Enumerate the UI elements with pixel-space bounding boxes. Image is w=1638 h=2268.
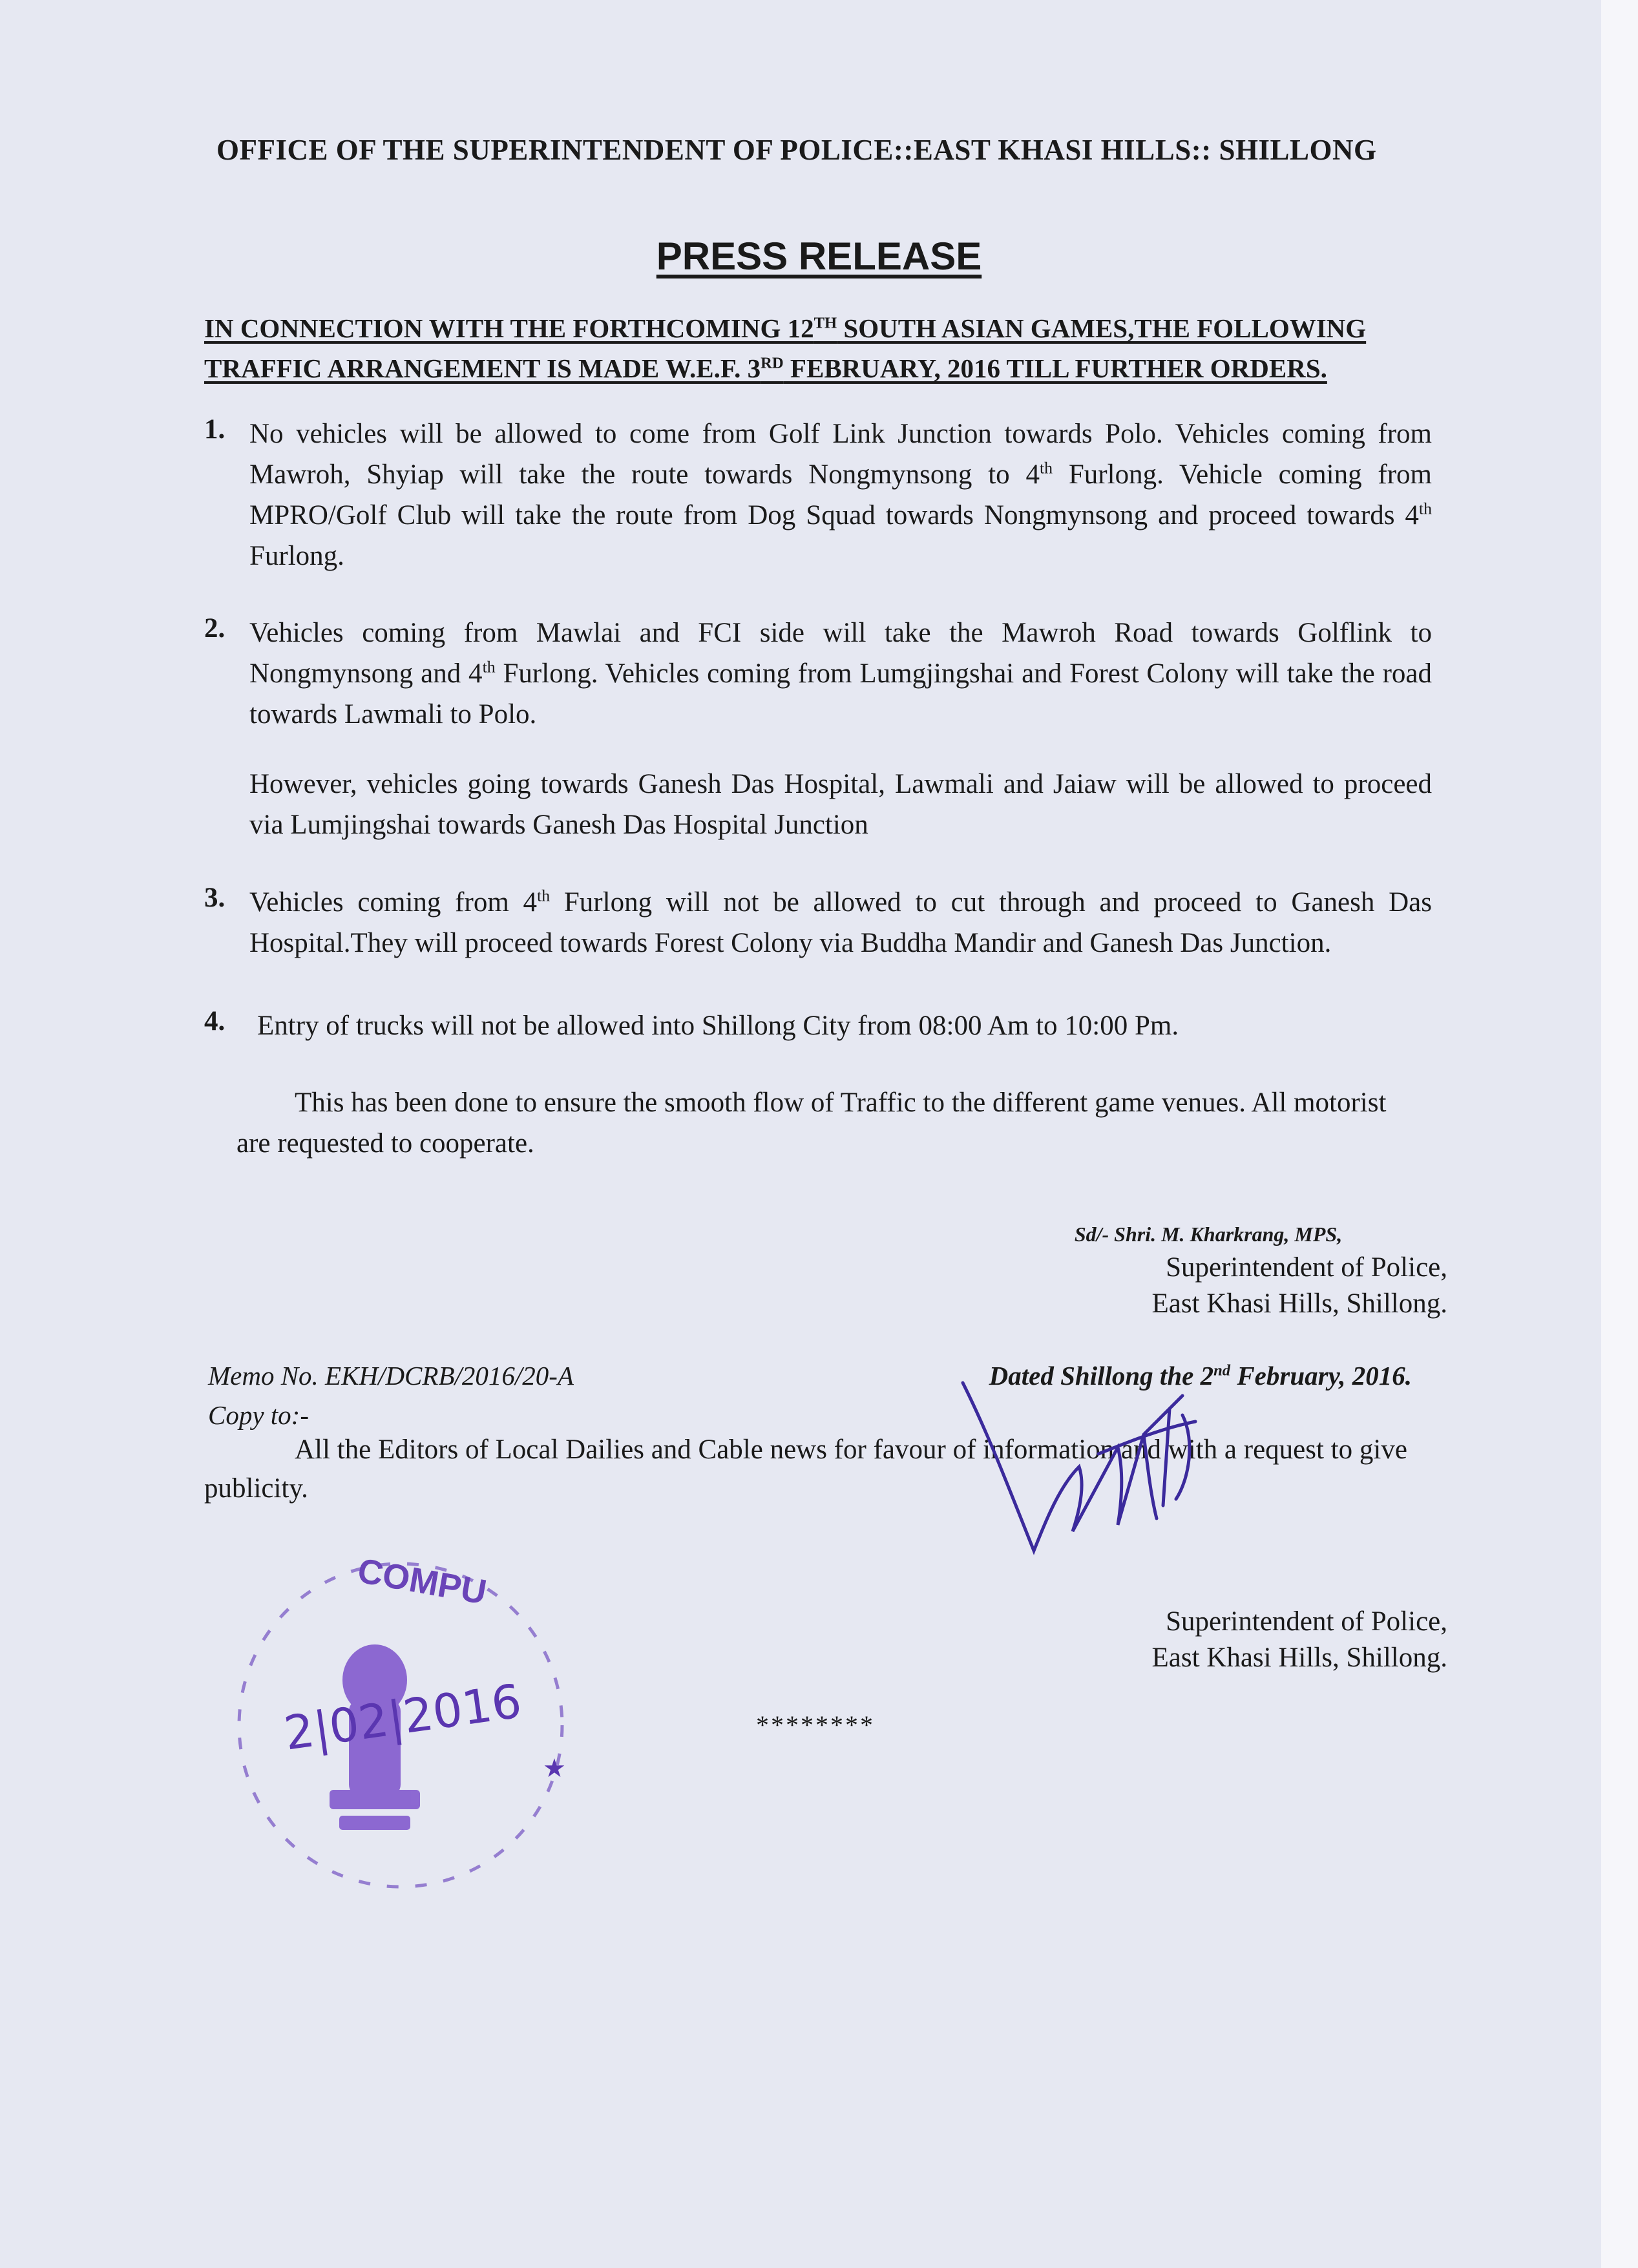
item-number: 4. (204, 1006, 226, 1036)
item-1-text (249, 414, 1432, 576)
superscript: th (1418, 499, 1432, 518)
item-text: Furlong. (249, 541, 344, 571)
item-text: Vehicles coming from 4 (249, 887, 538, 918)
item-2-text (249, 613, 1432, 735)
memo-number: Memo No. EKH/DCRB/2016/20-A (208, 1361, 574, 1391)
superscript: RD (761, 354, 784, 372)
item-text: Furlong. Vehicles coming from Lumgjingshai and Forest Colony will take the road towards Lawmali to Polo. (249, 658, 1432, 730)
stamp-date: 2|02|2016 (280, 1674, 525, 1761)
signatory-designation: Superintendent of Police, (1166, 1252, 1447, 1283)
scan-edge (1601, 0, 1638, 2268)
item-text: No vehicles will be allowed to come from Golf Link Junction towards Polo. Vehicles coming from Mawroh, Shyiap will take the route towards Nongmynsong to 4 (249, 419, 1432, 490)
item-number: 1. (204, 414, 226, 445)
subject-line-1 (204, 313, 1425, 344)
item-text: Furlong. Vehicle coming from MPRO/Golf Club will take the route from Dog Squad towards Nongmynsong and proceed towards 4 (249, 459, 1432, 530)
item-3-text (249, 882, 1432, 963)
item-number: 3. (204, 883, 226, 913)
item-text: Vehicles coming from Mawlai and FCI side will take the Mawroh Road towards Golflink to Nongmynsong and 4 (249, 618, 1432, 689)
subject-text: IN CONNECTION WITH THE FORTHCOMING 12 (204, 313, 814, 343)
closing-text: This has been done to ensure the smooth flow of Traffic to the different game venues. All motorist are requested to cooperate. (236, 1087, 1387, 1159)
copy-to-label: Copy to:- (208, 1400, 309, 1430)
signed-by: Sd/- Shri. M. Kharkrang, MPS, (1074, 1223, 1343, 1246)
office-stamp (207, 1531, 607, 1919)
page-title: PRESS RELEASE (656, 235, 982, 278)
end-marker: ******** (756, 1710, 875, 1739)
date-text: February, 2016. (1230, 1361, 1412, 1391)
subject-text: SOUTH ASIAN GAMES,THE FOLLOWING (837, 313, 1367, 343)
signatory-location: East Khasi Hills, Shillong. (1151, 1288, 1447, 1319)
office-header: OFFICE OF THE SUPERINTENDENT OF POLICE::EAST KHASI HILLS:: SHILLONG (216, 134, 1377, 166)
signature-designation: Superintendent of Police, (1166, 1606, 1447, 1637)
signature-scribble (950, 1357, 1286, 1564)
superscript: TH (814, 314, 837, 332)
item-2-note: However, vehicles going towards Ganesh Das Hospital, Lawmali and Jaiaw will be allowed to proceed via Lumjingshai towards Ganesh Das Hospital Junction (249, 769, 1432, 840)
subject-text: TRAFFIC ARRANGEMENT IS MADE W.E.F. 3 (204, 353, 761, 383)
stamp-ring-text: COMPU (354, 1551, 490, 1612)
item-number: 2. (204, 613, 226, 644)
item-4-text: Entry of trucks will not be allowed into Shillong City from 08:00 Am to 10:00 Pm. (257, 1011, 1179, 1041)
star-icon: ★ (543, 1754, 566, 1783)
superscript: nd (1213, 1361, 1231, 1380)
recipients-text: All the Editors of Local Dailies and Cable news for favour of information and with a request to give publicity. (204, 1434, 1407, 1504)
closing-paragraph (236, 1082, 1387, 1164)
superscript: th (1039, 458, 1053, 478)
signature-location: East Khasi Hills, Shillong. (1151, 1643, 1447, 1673)
superscript: th (482, 657, 496, 677)
date-text: Dated Shillong the 2 (989, 1361, 1214, 1391)
subject-text: FEBRUARY, 2016 TILL FURTHER ORDERS. (783, 353, 1327, 383)
item-text: Furlong will not be allowed to cut through and proceed to Ganesh Das Hospital.They will proceed towards Forest Colony via Buddha Mandir and Ganesh Das Junction. (249, 887, 1432, 958)
subject-line-2 (204, 353, 1425, 384)
superscript: th (537, 886, 551, 905)
